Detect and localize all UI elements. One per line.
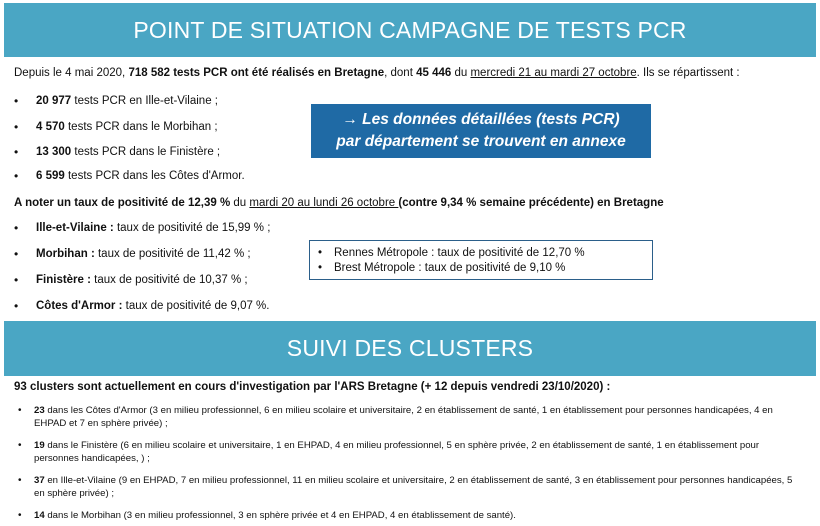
department-rate: taux de positivité de 9,07 %. bbox=[122, 300, 270, 312]
test-label: tests PCR en Ille-et-Vilaine ; bbox=[71, 95, 218, 107]
metropole-item: • Rennes Métropole : taux de positivité de 12,70 % bbox=[318, 246, 652, 261]
intro-total: 718 582 tests PCR ont été réalisés en Bretagne bbox=[128, 67, 385, 79]
department-name: Finistère : bbox=[36, 274, 91, 286]
test-count: 20 977 bbox=[36, 95, 72, 107]
positivity-comparison: (contre 9,34 % semaine précédente) en Bretagne bbox=[398, 197, 664, 209]
cluster-detail: dans le Finistère (6 en milieu scolaire et universitaire, 1 en EHPAD, 4 en milieu professionnel, 5 en sphère privée, 2 en établissement de santé, 1 en établissement pour personnes handicapées, ) ; bbox=[34, 440, 760, 464]
callout-line: → Les données détaillées (tests PCR) bbox=[342, 111, 620, 128]
list-item-cluster bbox=[18, 405, 798, 430]
positivity-paragraph bbox=[14, 196, 664, 210]
cluster-detail: en Ille-et-Vilaine (9 en EHPAD, 7 en milieu professionnel, 11 en milieu scolaire et universitaire, 2 en établissement de santé, 3 en établissement pour personnes handicapées, 5 en sphère privée) ; bbox=[34, 475, 793, 499]
test-count: 6 599 bbox=[36, 170, 65, 182]
list-item-department bbox=[14, 247, 251, 261]
cluster-detail: dans les Côtes d'Armor (3 en milieu professionnel, 6 en milieu scolaire et universitaire, 2 en établissement de santé, 1 en établissement pour personnes handicapées, 4 en EHPAD et 7 en sphère privée) ; bbox=[34, 405, 773, 429]
list-item-department bbox=[14, 273, 248, 287]
positivity-text: du bbox=[230, 197, 250, 209]
intro-week-count: 45 446 bbox=[416, 67, 452, 79]
metropole-item: • Brest Métropole : taux de positivité de 9,10 % bbox=[318, 261, 652, 276]
intro-text: , dont bbox=[384, 67, 417, 79]
cluster-detail: dans le Morbihan (3 en milieu professionnel, 3 en sphère privée et 4 en EHPAD, 4 en établissement de santé). bbox=[44, 510, 516, 521]
list-item-department bbox=[14, 221, 270, 235]
list-item-cluster bbox=[18, 440, 798, 465]
list-item-tests bbox=[14, 145, 220, 159]
test-label: tests PCR dans les Côtes d'Armor. bbox=[64, 170, 245, 182]
positivity-rate: A noter un taux de positivité de 12,39 % bbox=[14, 197, 231, 209]
department-rate: taux de positivité de 15,99 % ; bbox=[113, 222, 271, 234]
cluster-count: 19 bbox=[34, 440, 45, 451]
section-title: SUIVI DES CLUSTERS bbox=[286, 335, 534, 361]
cluster-count: 14 bbox=[34, 510, 45, 521]
section-banner-pcr bbox=[4, 3, 816, 57]
list-item-cluster bbox=[18, 475, 798, 500]
list-item-tests bbox=[14, 94, 218, 108]
list-item-cluster bbox=[18, 510, 798, 523]
department-rate: taux de positivité de 11,42 % ; bbox=[94, 248, 251, 260]
cluster-count: 37 bbox=[34, 475, 45, 486]
section-title: POINT DE SITUATION CAMPAGNE DE TESTS PCR bbox=[133, 16, 687, 43]
cluster-count: 23 bbox=[34, 405, 45, 416]
positivity-period: mardi 20 au lundi 26 octobre bbox=[249, 197, 399, 209]
department-name: Morbihan : bbox=[36, 248, 95, 260]
department-name: Ille-et-Vilaine : bbox=[36, 222, 114, 234]
section-banner-clusters bbox=[4, 321, 816, 376]
intro-text: . Ils se répartissent : bbox=[636, 67, 740, 79]
department-name: Côtes d'Armor : bbox=[36, 300, 123, 312]
intro-text: Depuis le 4 mai 2020, bbox=[14, 67, 129, 79]
test-count: 4 570 bbox=[36, 121, 65, 133]
callout-line: par département se trouvent en annexe bbox=[336, 133, 626, 150]
annex-callout bbox=[311, 104, 651, 158]
test-label: tests PCR dans le Finistère ; bbox=[71, 146, 221, 158]
list-item-tests bbox=[14, 120, 218, 134]
intro-paragraph bbox=[14, 66, 740, 80]
test-label: tests PCR dans le Morbihan ; bbox=[64, 121, 218, 133]
cluster-summary: 93 clusters sont actuellement en cours d'investigation par l'ARS Bretagne (+ 12 depuis vendredi 23/10/2020) : bbox=[14, 381, 611, 393]
list-item-tests bbox=[14, 169, 245, 183]
list-item-department bbox=[14, 299, 269, 313]
test-count: 13 300 bbox=[36, 146, 72, 158]
intro-period: mercredi 21 au mardi 27 octobre bbox=[470, 67, 637, 79]
metropole-box bbox=[309, 240, 653, 280]
intro-text: du bbox=[451, 67, 471, 79]
department-rate: taux de positivité de 10,37 % ; bbox=[90, 274, 248, 286]
